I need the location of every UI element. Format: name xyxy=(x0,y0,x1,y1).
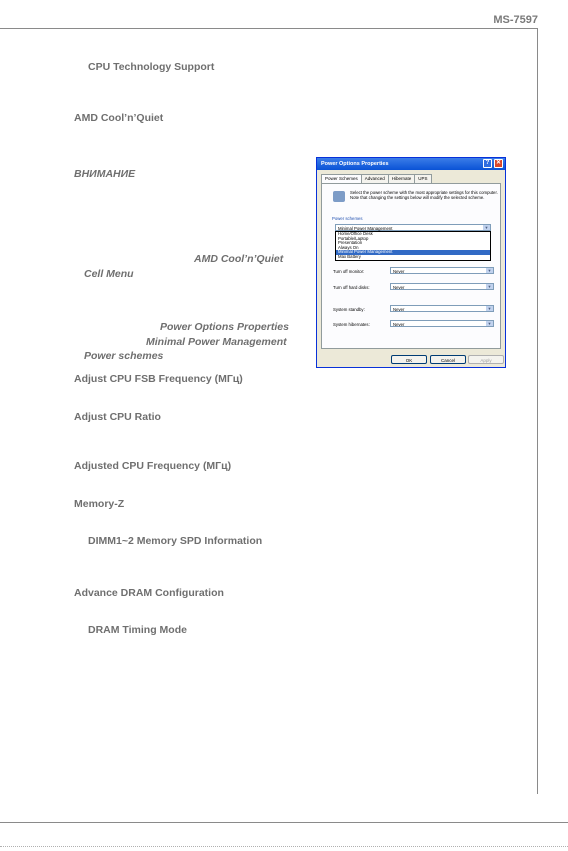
power-scheme-selected: Minimal Power Management xyxy=(338,226,393,231)
tab-hibernate[interactable]: Hibernate xyxy=(388,174,416,183)
hibernates-select[interactable] xyxy=(390,320,494,327)
monitor-label: Turn off monitor: xyxy=(333,269,365,274)
power-scheme-dropdown xyxy=(335,231,491,261)
monitor-select[interactable] xyxy=(390,267,494,274)
warning-minimal-power-management: Minimal Power Management xyxy=(146,336,287,348)
item-adjust-cpu-ratio: Adjust CPU Ratio xyxy=(74,411,161,423)
tab-power-schemes[interactable]: Power Schemes xyxy=(321,174,362,184)
footer-rule xyxy=(0,822,568,823)
scheme-option[interactable]: Portable/Laptop xyxy=(338,235,369,241)
tab-advanced[interactable]: Advanced xyxy=(361,174,389,183)
chevron-down-icon[interactable]: ▼ xyxy=(487,284,492,289)
scheme-option[interactable]: Presentation xyxy=(338,240,363,246)
standby-value: Never xyxy=(393,307,405,312)
item-dimm-spd-information: DIMM1~2 Memory SPD Information xyxy=(88,535,263,547)
hard-disks-value: Never xyxy=(393,285,405,290)
footer-dotted-rule xyxy=(0,846,568,847)
warning-power-options-properties: Power Options Properties xyxy=(160,321,289,333)
warning-heading: ВНИМАНИЕ xyxy=(74,168,136,180)
monitor-value: Never xyxy=(393,269,405,274)
standby-select[interactable] xyxy=(390,305,494,312)
standby-label: System standby: xyxy=(333,307,365,312)
close-button[interactable]: ✕ xyxy=(495,160,502,166)
warning-cell-menu: Cell Menu xyxy=(84,268,134,280)
cancel-button[interactable]: Cancel xyxy=(430,355,466,364)
hard-disks-label: Turn off hard disks: xyxy=(333,285,370,290)
hard-disks-select[interactable] xyxy=(390,283,494,290)
item-dram-timing-mode: DRAM Timing Mode xyxy=(88,624,187,636)
power-schemes-group-label: Power schemes xyxy=(332,216,363,221)
power-scheme-icon xyxy=(333,191,345,202)
item-amd-cool-n-quiet: AMD Cool’n’Quiet xyxy=(74,112,164,124)
hibernates-label: System hibernates: xyxy=(333,322,370,327)
dialog-title: Power Options Properties xyxy=(321,161,389,167)
tab-ups[interactable]: UPS xyxy=(414,174,431,183)
dialog-description: Select the power scheme with the most appropriate settings for this computer. Note that changing the settings below will modify the selected scheme. xyxy=(350,190,498,200)
item-memory-z: Memory-Z xyxy=(74,498,125,510)
dialog-tabs xyxy=(321,174,431,183)
hibernates-value: Never xyxy=(393,322,405,327)
item-adjusted-cpu-frequency: Adjusted CPU Frequency (MГц) xyxy=(74,460,232,472)
scheme-option[interactable]: Always On xyxy=(338,244,359,250)
page-model-number: MS-7597 xyxy=(493,14,538,26)
ok-button[interactable]: OK xyxy=(391,355,427,364)
dialog-titlebar xyxy=(317,158,505,170)
warning-power-schemes: Power schemes xyxy=(84,350,164,362)
chevron-down-icon[interactable]: ▼ xyxy=(487,306,492,311)
scheme-option[interactable]: Home/Office Desk xyxy=(338,231,373,236)
scheme-option-highlighted[interactable]: Minimal Power Management xyxy=(336,250,490,255)
warning-amd-cool-n-quiet: AMD Cool’n’Quiet xyxy=(194,253,284,265)
chevron-down-icon[interactable]: ▼ xyxy=(484,225,489,230)
header-rule xyxy=(0,28,538,29)
apply-button[interactable]: Apply xyxy=(468,355,504,364)
help-button[interactable]: ? xyxy=(483,159,492,168)
right-margin-rule xyxy=(537,28,538,794)
item-adjust-cpu-fsb-frequency: Adjust CPU FSB Frequency (MГц) xyxy=(74,373,243,385)
item-cpu-technology-support: CPU Technology Support xyxy=(88,61,215,73)
power-scheme-select[interactable] xyxy=(335,224,491,231)
power-options-dialog xyxy=(316,157,506,368)
scheme-option[interactable]: Max Battery xyxy=(338,253,361,259)
tab-panel xyxy=(321,183,501,349)
item-advance-dram-configuration: Advance DRAM Configuration xyxy=(74,587,224,599)
chevron-down-icon[interactable]: ▼ xyxy=(487,268,492,273)
chevron-down-icon[interactable]: ▼ xyxy=(487,321,492,326)
